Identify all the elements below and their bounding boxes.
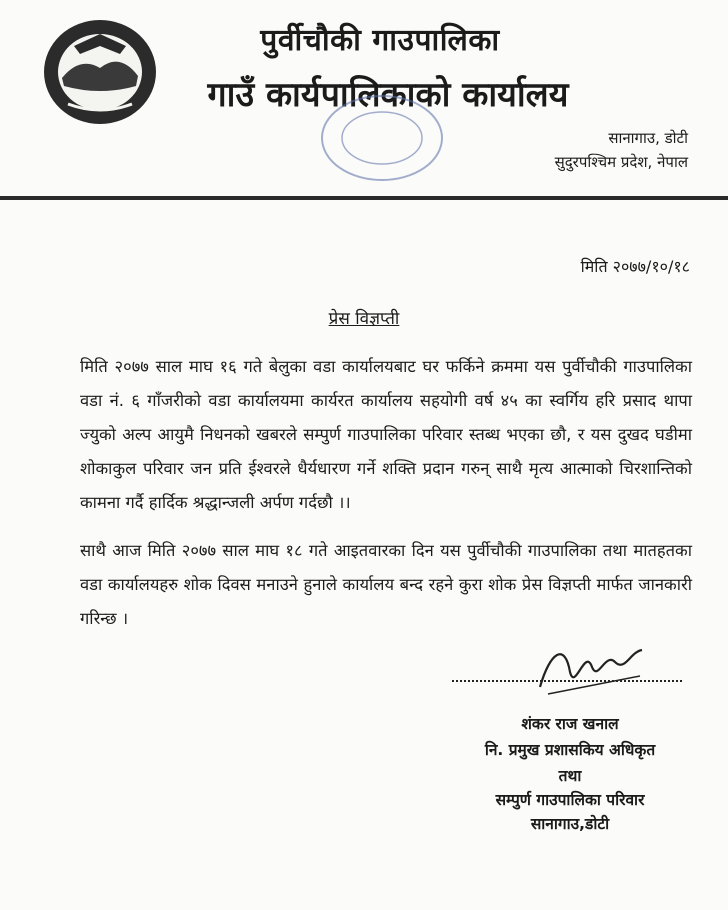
document-date: मिति २०७७/१०/१८ xyxy=(580,257,690,276)
body-paragraph-1: मिति २०७७ साल माघ १६ गते बेलुका वडा कार्यालयबाट घर फर्किने क्रममा यस पुर्वीचौकी गाउपालिका वडा नं. ६ गाँजरीको वडा कार्यालयमा कार्यरत कार्यालय सहयोगी वर्ष ४५ का स्वर्गिय हरि प्रसाद थापा ज्युको अल्प आयुमै निधनको खबरले सम्पुर्ण गाउपालिका परिवार स्तब्ध भएका छौ, र यस दुखद घडीमा शोकाकुल परिवार जन प्रति ईश्वरले धैर्यधारण गर्ने शक्ति प्रदान गरुन् साथै मृत्य आत्माको चिरशान्तिको कामना गर्दै हार्दिक श्रद्धान्जली अर्पण गर्दछौ ।। xyxy=(80,357,692,512)
signatory-place: सानागाउ,डोटी xyxy=(530,815,610,833)
office-name: गाउँ कार्यपालिकाको कार्यालय xyxy=(207,75,569,115)
signatory-name: शंकर राज खनाल xyxy=(521,715,619,733)
government-emblem-icon xyxy=(40,16,160,128)
header-divider xyxy=(0,196,728,200)
office-stamp-icon xyxy=(312,88,452,188)
signature-line xyxy=(452,680,682,682)
signatory-family: सम्पुर्ण गाउपालिका परिवार xyxy=(495,791,645,809)
signatory-designation: नि. प्रमुख प्रशासकिय अधिकृत xyxy=(484,741,656,759)
handwritten-signature-icon xyxy=(530,632,650,702)
body-paragraph-2: साथै आज मिति २०७७ साल माघ १८ गते आइतवारका दिन यस पुर्वीचौकी गाउपालिका तथा मातहतका वडा कार्यालयहरु शोक दिवस मनाउने हुनाले कार्यालय बन्द रहने कुरा शोक प्रेस विज्ञप्ती मार्फत जानकारी गरिन्छ । xyxy=(80,541,692,628)
municipality-name: पुर्वीचौकी गाउपालिका xyxy=(260,23,500,58)
address-line-1: सानागाउ, डोटी xyxy=(608,129,688,147)
address-line-2: सुदुरपश्चिम प्रदेश, नेपाल xyxy=(554,153,688,171)
document-title: प्रेस विज्ञप्ती xyxy=(328,309,400,329)
signatory-conjunction: तथा xyxy=(558,767,582,785)
